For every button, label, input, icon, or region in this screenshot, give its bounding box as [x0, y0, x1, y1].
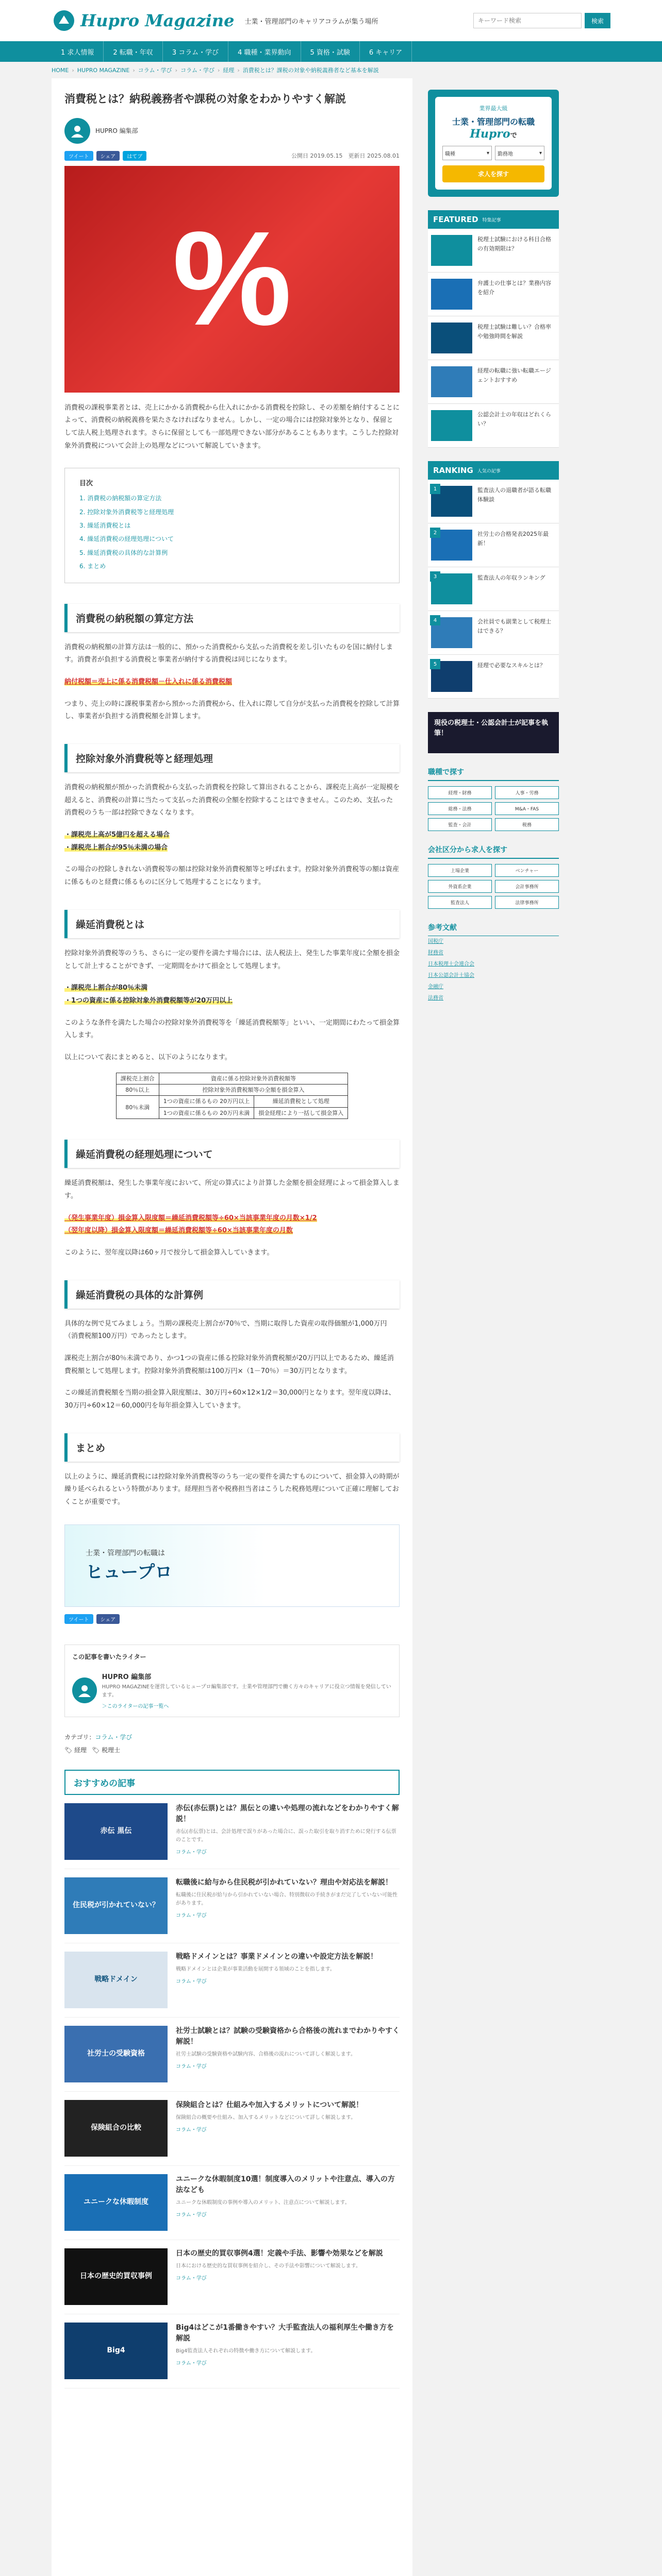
- table-cell: 80％以上: [116, 1084, 159, 1096]
- highlight-text: 納付税額＝売上に係る消費税額－仕入れに係る消費税額: [64, 677, 233, 686]
- table-cell: 1つの資産に係るもの 20万円以上: [159, 1096, 254, 1107]
- writer-banner[interactable]: 現役の税理士・公認会計士が記事を執筆！: [428, 712, 559, 753]
- nav-item[interactable]: 2 転職・年収: [104, 41, 162, 62]
- featured-title: FEATURED: [433, 215, 478, 224]
- tag-list: [64, 1745, 400, 1754]
- logo-text: Hupro Magazine: [80, 11, 235, 30]
- company-type-link[interactable]: 法律事務所: [495, 896, 559, 909]
- writer-desc: HUPRO MAGAZINEを運営しているヒュープロ編集部です。士業や管理部門で働く方々のキャリアに役立つ情報を発信しています。: [102, 1684, 391, 1698]
- section-text: このように、翌年度以降は60ヶ月で按分して損金算入していきます。: [64, 1248, 274, 1257]
- recommended-title[interactable]: 転職後に給与から住民税が引かれていない？理由や対応法を解説！: [176, 1878, 392, 1887]
- author-name[interactable]: HUPRO 編集部: [95, 127, 138, 134]
- recommended-title: おすすめの記事: [64, 1770, 400, 1795]
- rank-badge: 1: [430, 484, 440, 494]
- breadcrumb-item[interactable]: コラム・学び: [180, 67, 214, 74]
- company-type-link[interactable]: 会計事務所: [495, 880, 559, 893]
- table-cell: 80％未満: [116, 1096, 159, 1119]
- highlight-text: （発生事業年度）損金算入限度額＝繰延消費税額等÷60×当該事業年度の月数×1/2: [64, 1214, 317, 1222]
- job-category-title: 職種で探す: [428, 767, 559, 781]
- recommended-item[interactable]: [64, 2018, 400, 2092]
- breadcrumb-item[interactable]: 経理: [223, 67, 235, 74]
- breadcrumb-item[interactable]: HOME: [52, 66, 69, 74]
- user-icon: [70, 123, 85, 139]
- featured-header: [428, 210, 559, 229]
- toc-item[interactable]: 5. 繰延消費税の具体的な計算例: [79, 549, 168, 556]
- section-text: 控除対象外消費税等のうち、さらに一定の要件を満たす場合には、法人税法上、発生した事業年度に全額を損金として計上することができず、一定期間をかけて損金として処理します。: [64, 949, 400, 970]
- user-icon: [77, 1683, 92, 1698]
- recommended-desc: Big4監査法人それぞれの特徴や働き方について解説します。: [176, 2348, 316, 2354]
- recommended-item[interactable]: [64, 1795, 400, 1869]
- section-text: 以上のように、繰延消費税には控除対象外消費税等のうち一定の要件を満たすものについて、損金算入の時期が繰り延べられるという特徴があります。経理担当者や税務担当者はこうした税務処理について正確に理解しておくことが重要です。: [64, 1472, 400, 1506]
- section-heading: 繰延消費税の具体的な計算例: [64, 1280, 400, 1309]
- share-button[interactable]: シェア: [96, 1614, 120, 1624]
- recommended-category[interactable]: コラム・学び: [176, 2127, 207, 2133]
- company-type-link[interactable]: ベンチャー: [495, 864, 559, 877]
- tag[interactable]: 🏷 税理士: [92, 1746, 121, 1754]
- featured-item[interactable]: [428, 273, 559, 316]
- tagline: 士業・管理部門のキャリアコラムが集う場所: [244, 18, 378, 26]
- writer-avatar: [72, 1677, 97, 1703]
- category-label: カテゴリ：: [64, 1733, 95, 1741]
- section-text: 課税売上割合が80％未満であり、かつ1つの資産に係る控除対象外消費税額が20万円以上であるため、繰延消費税額として処理します。控除対象外消費税額は100万円×（1－70％）＝30万円となります。: [64, 1354, 394, 1375]
- recommended-category[interactable]: コラム・学び: [176, 1978, 207, 1985]
- recommended-desc: 日本における歴史的な買収事例を紹介し、その手法や影響について解説します。: [176, 2263, 361, 2269]
- recommended-title[interactable]: 保険組合とは？仕組みや加入するメリットについて解説！: [176, 2100, 363, 2109]
- recommended-desc: 社労士試験の受験資格や試験内容、合格後の流れについて詳しく解説します。: [176, 2051, 356, 2057]
- section-text: 消費税の納税額が預かった消費税から支払った消費税を控除して算出されることから、課税売上高が一定規模を超えると、消費税の計算に当たって支払った消費税の全額を控除することはできません。このため、支払った消費税のうち一部は控除できなくなります。: [64, 784, 400, 817]
- company-type-title: 会社区分から求人を探す: [428, 844, 559, 859]
- section-heading: 繰延消費税の経理処理について: [64, 1140, 400, 1168]
- rank-badge: 2: [430, 528, 440, 538]
- article-thumbnail: [431, 323, 472, 353]
- nav-item[interactable]: 6 キャリア: [360, 41, 412, 62]
- breadcrumb-item[interactable]: コラム・学び: [138, 67, 172, 74]
- recommended-category[interactable]: コラム・学び: [176, 2212, 207, 2218]
- ranking-item[interactable]: [428, 480, 559, 523]
- ranking-header: [428, 461, 559, 480]
- recommended-thumbnail: 保険組合の比較: [64, 2100, 168, 2157]
- nav-item[interactable]: 4 職種・業界動向: [228, 41, 301, 62]
- article-title[interactable]: 公認会計士の年収はどれくらい？: [477, 411, 551, 427]
- recommended-thumbnail: 日本の歴史的買収事例: [64, 2248, 168, 2305]
- breadcrumb: [0, 62, 662, 78]
- header: [0, 0, 662, 41]
- hatena-button[interactable]: はてブ: [123, 151, 146, 161]
- summary-table: [116, 1073, 349, 1120]
- breadcrumb-separator: ›: [237, 66, 240, 74]
- main-nav: [0, 41, 662, 62]
- breadcrumb-separator: ›: [72, 66, 74, 74]
- writer-box: [64, 1645, 400, 1717]
- tweet-button[interactable]: ツイート: [64, 151, 93, 161]
- recommended-category[interactable]: コラム・学び: [176, 2275, 207, 2281]
- toc-title: 目次: [79, 480, 93, 488]
- recommended-desc: 戦略ドメインとは企業が事業活動を展開する領域のことを指します。: [176, 1966, 335, 1972]
- recommended-category[interactable]: コラム・学び: [176, 2063, 207, 2070]
- section-text: この繰延消費税額を当期の損金算入限度額は、30万円÷60×12×1/2＝30,000円となります。翌年度以降は、30万円÷60×12＝60,000円を毎年損金算入していきます。: [64, 1389, 395, 1410]
- breadcrumb-separator: ›: [133, 66, 135, 74]
- recommended-item[interactable]: [64, 2314, 400, 2388]
- recommended-category[interactable]: コラム・学び: [176, 1849, 207, 1855]
- highlight-text: ・課税売上割合が95％未満の場合: [64, 843, 168, 852]
- section-heading: 繰延消費税とは: [64, 910, 400, 938]
- table-of-contents: [64, 468, 400, 583]
- eyecatch-image: %: [64, 166, 400, 393]
- toc-item[interactable]: 6. まとめ: [79, 563, 106, 570]
- job-category-link[interactable]: M&A・FAS: [495, 802, 559, 815]
- reference-link[interactable]: 財務省: [428, 950, 443, 956]
- search-box-suffix: で: [510, 132, 517, 140]
- recommended-thumbnail: 戦略ドメイン: [64, 1952, 168, 2008]
- rank-badge: 4: [430, 615, 440, 625]
- recommended-desc: 保険組合の概要や仕組み、加入するメリットなどについて詳しく解説します。: [176, 2114, 356, 2121]
- intro-text: 消費税の課税事業者とは、売上にかかる消費税から仕入れにかかる消費税を控除し、その差額を納付することによって、消費税の納税義務を果たさなければなりません。しかし、一定の場合には控除対象外となり、保留として法人税上処理されます。さらに保留としても一部処理できない部分があることもあります。こうした控除対象外消費税について会計上の処理などについて解説していきます。: [64, 403, 400, 450]
- table-cell: 控除対象外消費税額等の全額を損金算入: [159, 1084, 348, 1096]
- recommended-title[interactable]: 社労士試験とは？試験の受験資格から合格後の流れまでわかりやすく解説！: [176, 2026, 400, 2046]
- article-title[interactable]: 監査法人の年収ランキング: [477, 574, 545, 581]
- recommended-thumbnail: ユニークな休暇制度: [64, 2174, 168, 2231]
- recommended-item[interactable]: [64, 2166, 400, 2240]
- table-cell: 1つの資産に係るもの 20万円未満: [159, 1107, 254, 1118]
- search-input[interactable]: [473, 13, 582, 28]
- highlight-text: ・課税売上高が5億円を超える場合: [64, 831, 170, 839]
- section-text: このような条件を満たした場合の控除対象外消費税等を「繰延消費税額等」といい、一定期間にわたって損金算入します。: [64, 1019, 400, 1040]
- category-link[interactable]: コラム・学び: [95, 1733, 133, 1741]
- recommended-item[interactable]: [64, 2240, 400, 2314]
- table-cell: 資産に係る控除対象外消費税額等: [159, 1073, 348, 1084]
- job-category-link[interactable]: 監査・会計: [428, 818, 492, 831]
- featured-item[interactable]: [428, 404, 559, 448]
- writer-link[interactable]: ＞このライターの記事一覧へ: [102, 1703, 169, 1709]
- featured-item[interactable]: [428, 360, 559, 404]
- job-type-select[interactable]: [442, 146, 492, 160]
- tweet-button[interactable]: ツイート: [64, 1614, 93, 1624]
- breadcrumb-item: 消費税とは？課税の対象や納税義務者など基本を解説: [242, 67, 379, 74]
- recommended-item[interactable]: [64, 1869, 400, 1943]
- breadcrumb-separator: ›: [217, 66, 220, 74]
- company-type-link[interactable]: 外資系企業: [428, 880, 492, 893]
- highlight-text: （翌年度以降）損金算入限度額＝繰延消費税額等÷60×当該事業年度の月数: [64, 1227, 293, 1235]
- select-label: 職種: [445, 151, 455, 157]
- section-heading: まとめ: [64, 1433, 400, 1462]
- ranking-title: RANKING: [433, 466, 473, 475]
- recommended-item[interactable]: [64, 2092, 400, 2166]
- ranking-sub: 人気の記事: [477, 468, 501, 474]
- writer-box-title: この記事を書いたライター: [72, 1653, 146, 1660]
- recommended-title[interactable]: 赤伝(赤伝票)とは？黒伝との違いや処理の流れなどをわかりやすく解説！: [176, 1804, 399, 1823]
- company-type-link[interactable]: 上場企業: [428, 864, 492, 877]
- location-select[interactable]: [495, 146, 544, 160]
- company-type-link[interactable]: 監査法人: [428, 896, 492, 909]
- job-category-link[interactable]: 人事・労務: [495, 786, 559, 799]
- reference-link[interactable]: 日本税理士会連合会: [428, 961, 474, 967]
- site-logo[interactable]: [52, 8, 234, 33]
- recommended-thumbnail: 赤伝 黒伝: [64, 1803, 168, 1860]
- banner-sub: 士業・管理部門の転職は: [86, 1549, 165, 1558]
- search-button[interactable]: 検索: [585, 13, 610, 28]
- ranking-item[interactable]: [428, 611, 559, 655]
- table-cell: 繰延消費税として処理: [254, 1096, 348, 1107]
- article-thumbnail: [431, 366, 472, 397]
- breadcrumb-item[interactable]: HUPRO MAGAZINE: [77, 66, 130, 74]
- article-title[interactable]: 弁護士の仕事とは？業務内容を紹介: [477, 280, 551, 296]
- author-avatar: [64, 118, 90, 144]
- article-title[interactable]: 税理士試験における科目合格の有効期限は？: [477, 236, 551, 252]
- page-title: 消費税とは？納税義務者や課税の対象をわかりやすく解説: [64, 93, 346, 105]
- article-title[interactable]: 監査法人の退職者が語る転職体験談: [477, 487, 551, 503]
- chevron-down-icon: ▾: [539, 150, 542, 156]
- article-title[interactable]: 会社員でも副業として税理士はできる？: [477, 618, 551, 634]
- toc-item[interactable]: 4. 繰延消費税の経理処理について: [79, 535, 174, 543]
- recommended-thumbnail: Big4: [64, 2323, 168, 2379]
- recommended-item[interactable]: [64, 1943, 400, 2018]
- publish-dates: 公開日 2019.05.15 更新日 2025.08.01: [291, 152, 400, 159]
- toc-item[interactable]: 2. 控除対象外消費税等と経理処理: [79, 508, 174, 516]
- toc-item[interactable]: 3. 繰延消費税とは: [79, 522, 131, 530]
- featured-item[interactable]: [428, 229, 559, 273]
- recommended-title[interactable]: ユニークな休暇制度10選！制度導入のメリットや注意点、導入の方法なども: [176, 2175, 395, 2194]
- job-search-box: [428, 90, 559, 197]
- recommended-desc: ユニークな休暇制度の事例や導入のメリット、注意点について解説します。: [176, 2199, 350, 2206]
- search-box-brand: Hupro: [470, 127, 510, 141]
- find-jobs-button[interactable]: 求人を探す: [442, 165, 544, 182]
- reference-link[interactable]: 金融庁: [428, 984, 443, 990]
- section-text: 繰延消費税額は、発生した事業年度において、所定の算式により計算した金額を損金経理によって損金算入します。: [64, 1179, 400, 1200]
- job-category-link[interactable]: 税務: [495, 818, 559, 831]
- logo-icon: [52, 8, 76, 33]
- recommended-thumbnail: 社労士の受験資格: [64, 2026, 168, 2082]
- article-title[interactable]: 社労士の合格発表2025年最新！: [477, 531, 549, 547]
- recommended-thumbnail: 住民税が引かれていない？: [64, 1877, 168, 1934]
- toc-item[interactable]: 1. 消費税の納税額の算定方法: [79, 495, 162, 502]
- reference-link[interactable]: 国税庁: [428, 939, 443, 944]
- ranking-item[interactable]: [428, 567, 559, 611]
- nav-item[interactable]: 3 コラム・学び: [163, 41, 228, 62]
- section-text: 消費税の納税額の計算方法は一般的に、預かった消費税から支払った消費税を差し引いたものを国に納付します。消費者が負担する消費税と事業者が納付する消費税は同じになります。: [64, 643, 393, 664]
- article-thumbnail: [431, 410, 472, 441]
- chevron-down-icon: ▾: [486, 150, 489, 156]
- references: [428, 922, 559, 1004]
- share-button[interactable]: シェア: [96, 151, 120, 161]
- writer-name: HUPRO 編集部: [102, 1673, 152, 1681]
- article-title[interactable]: 経理で必要なスキルとは？: [477, 662, 545, 669]
- article: [52, 78, 412, 2576]
- references-title: 参考文献: [428, 922, 559, 936]
- recommended-category[interactable]: コラム・学び: [176, 1912, 207, 1919]
- article-thumbnail: [431, 235, 472, 266]
- featured-item[interactable]: [428, 316, 559, 360]
- reference-link[interactable]: 法務省: [428, 995, 443, 1001]
- hupro-banner[interactable]: [64, 1524, 400, 1607]
- banner-main: ヒュープロ: [86, 1562, 173, 1583]
- article-thumbnail: [431, 279, 472, 310]
- recommended-desc: 転職後に住民税が給与から引かれていない場合、特別徴収の手続きがまだ完了していない可能性があります。: [176, 1892, 398, 1906]
- section-text: 以上について表にまとめると、以下のようになります。: [64, 1053, 231, 1061]
- select-label: 勤務地: [498, 151, 513, 157]
- ranking-item[interactable]: [428, 523, 559, 567]
- section-text: つまり、売上の時に課税事業者から預かった消費税から、仕入れに際して自分が支払った消費税を控除して計算し、事業者が負担する消費税額を計算します。: [64, 700, 400, 721]
- table-cell: 課税売上割合: [116, 1073, 159, 1084]
- recommended-title[interactable]: Big4はどこが1番働きやすい？大手監査法人の福利厚生や働き方を解説: [176, 2323, 394, 2343]
- tag[interactable]: 🏷 経理: [64, 1746, 87, 1754]
- job-category-link[interactable]: 総務・法務: [428, 802, 492, 815]
- search-box-main: 士業・管理部門の転職: [452, 117, 535, 127]
- article-title[interactable]: 経理の転職に強い転職エージェントおすすめ: [477, 367, 551, 383]
- breadcrumb-separator: ›: [175, 66, 178, 74]
- nav-item[interactable]: 5 資格・試験: [301, 41, 360, 62]
- recommended-category[interactable]: コラム・学び: [176, 2360, 207, 2366]
- featured-sub: 特集記事: [482, 217, 501, 223]
- rank-badge: 3: [430, 571, 440, 582]
- article-title[interactable]: 税理士試験は難しい？合格率や勉強時間を解説: [477, 324, 551, 340]
- category-row: [64, 1733, 400, 1741]
- table-cell: 損金経理により一括して損金算入: [254, 1107, 348, 1118]
- recommended-title[interactable]: 日本の歴史的買収事例4選！定義や手法、影響や効果などを解説: [176, 2249, 383, 2258]
- recommended-desc: 赤伝(赤伝票)とは、会計処理で誤りがあった場合に、誤った取引を取り消すために発行する伝票のことです。: [176, 1828, 396, 1843]
- job-category-link[interactable]: 経理・財務: [428, 786, 492, 799]
- rank-badge: 5: [430, 659, 440, 669]
- recommended-section: [64, 1770, 400, 2388]
- reference-link[interactable]: 日本公認会計士協会: [428, 973, 474, 978]
- search-box-sub: 業界最大級: [479, 105, 508, 112]
- nav-item[interactable]: 1 求人情報: [52, 41, 104, 62]
- section-text: 具体的な例で見てみましょう。当期の課税売上割合が70％で、当期に取得した資産の取得価額が1,000万円（消費税額100万円）であったとします。: [64, 1319, 387, 1341]
- section-heading: 控除対象外消費税等と経理処理: [64, 744, 400, 772]
- highlight-text: ・1つの資産に係る控除対象外消費税額等が20万円以上: [64, 996, 233, 1005]
- ranking-item[interactable]: [428, 655, 559, 699]
- section-text: この場合の控除しきれない消費税等の額は控除対象外消費税額等と呼ばれます。控除対象外消費税等の額は資産に係るものと経費に係るものに区分して処理することになります。: [64, 866, 399, 887]
- sidebar: [428, 78, 559, 1004]
- section-heading: 消費税の納税額の算定方法: [64, 604, 400, 632]
- highlight-text: ・課税売上割合が80％未満: [64, 984, 148, 992]
- recommended-title[interactable]: 戦略ドメインとは？事業ドメインとの違いや設定方法を解説！: [176, 1952, 378, 1961]
